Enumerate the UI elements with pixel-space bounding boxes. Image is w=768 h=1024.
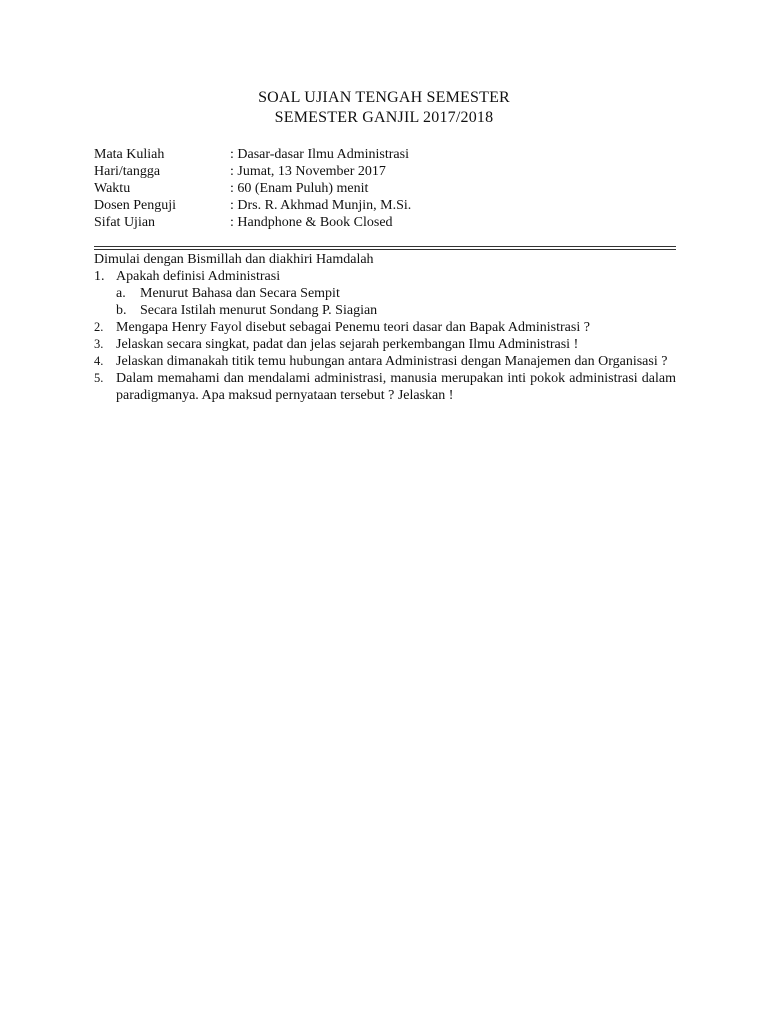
- info-label: Hari/tangga: [94, 164, 161, 179]
- question-item: [94, 336, 676, 353]
- sub-question-letter: a.: [116, 286, 126, 301]
- question-number: 4.: [94, 354, 104, 368]
- sub-question-text: Menurut Bahasa dan Secara Sempit: [140, 286, 340, 301]
- info-value: : Dasar-dasar Ilmu Administrasi: [230, 147, 409, 162]
- exam-title: SOAL UJIAN TENGAH SEMESTER: [258, 89, 510, 106]
- question-text: Mengapa Henry Fayol disebut sebagai Penemu teori dasar dan Bapak Administrasi ?: [116, 320, 590, 335]
- sub-question-text: Secara Istilah menurut Sondang P. Siagian: [140, 303, 378, 318]
- intro-text: Dimulai dengan Bismillah dan diakhiri Hamdalah: [94, 252, 374, 267]
- question-item: [94, 268, 676, 319]
- info-label: Sifat Ujian: [94, 215, 156, 230]
- question-text: Dalam memahami dan mendalami administrasi, manusia merupakan inti pokok administrasi dalam paradigmanya. Apa maksud pernyataan tersebut ? Jelaskan !: [116, 371, 676, 403]
- question-section: [94, 251, 676, 404]
- question-item: [94, 319, 676, 336]
- info-label: Dosen Penguji: [94, 198, 177, 213]
- exam-semester: SEMESTER GANJIL 2017/2018: [274, 109, 494, 126]
- info-label: Waktu: [94, 181, 131, 196]
- info-row-exam-type: [94, 214, 411, 231]
- info-value: : Handphone & Book Closed: [230, 215, 393, 230]
- divider-line: [94, 249, 676, 250]
- info-value: : Drs. R. Akhmad Munjin, M.Si.: [230, 198, 412, 213]
- question-number: 1.: [94, 269, 105, 284]
- question-number: 3.: [94, 337, 104, 351]
- question-text: Apakah definisi Administrasi: [116, 269, 281, 284]
- info-row-time: [94, 180, 411, 197]
- info-label: Mata Kuliah: [94, 147, 165, 162]
- question-text: Jelaskan dimanakah titik temu hubungan antara Administrasi dengan Manajemen dan Organisasi ?: [116, 354, 668, 369]
- sub-question-item: [116, 285, 676, 302]
- question-item: [94, 353, 676, 370]
- info-row-course: [94, 146, 411, 163]
- exam-info-block: [94, 146, 411, 231]
- question-number: 2.: [94, 320, 104, 334]
- question-text: Jelaskan secara singkat, padat dan jelas sejarah perkembangan Ilmu Administrasi !: [116, 337, 579, 352]
- info-row-examiner: [94, 197, 411, 214]
- info-row-date: [94, 163, 411, 180]
- question-item: [94, 370, 676, 404]
- sub-question-item: [116, 302, 676, 319]
- sub-question-letter: b.: [116, 303, 127, 318]
- info-value: : 60 (Enam Puluh) menit: [230, 181, 369, 196]
- question-number: 5.: [94, 371, 104, 385]
- info-value: : Jumat, 13 November 2017: [230, 164, 386, 179]
- divider-line: [94, 246, 676, 247]
